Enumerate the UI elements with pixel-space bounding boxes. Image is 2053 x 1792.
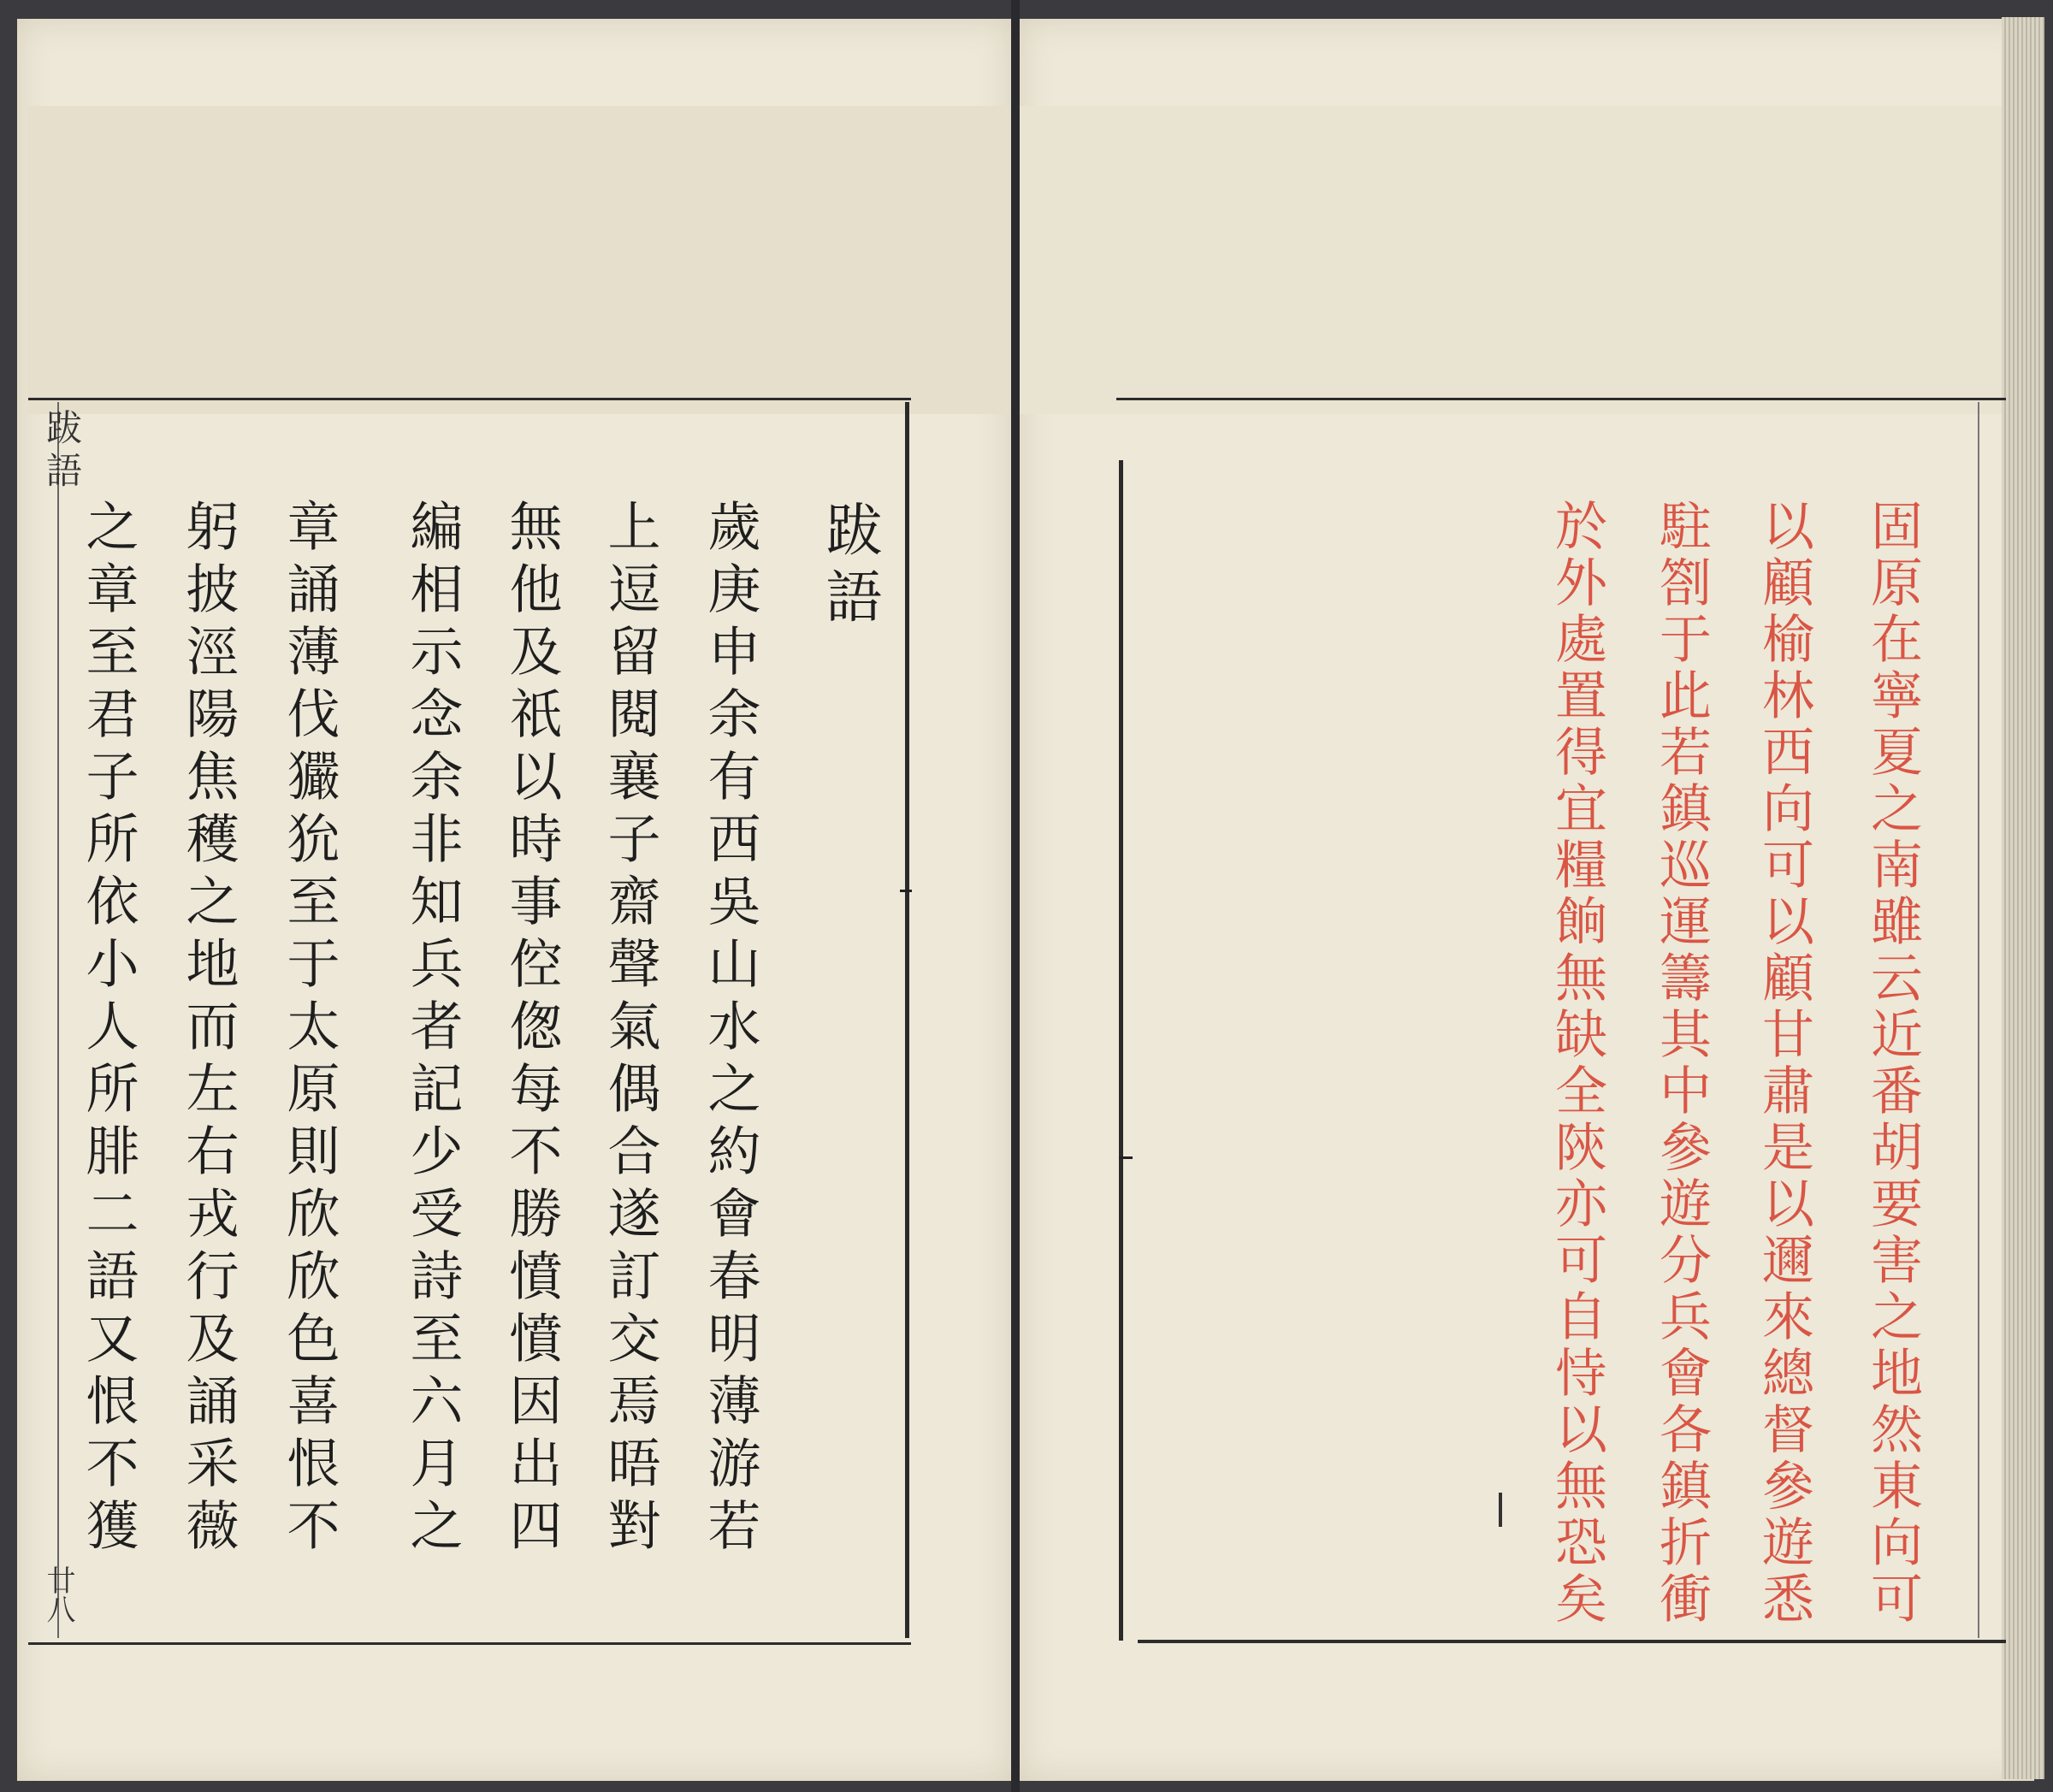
red-text-column: 駐劄于此若鎮巡運籌其中參遊分兵會各鎮折衝 bbox=[1651, 499, 1712, 1628]
text-column: 無他及祇以時事倥偬每不勝憤憤因出四 bbox=[500, 499, 563, 1560]
left-text-frame bbox=[28, 398, 911, 1645]
page-edges bbox=[2002, 17, 2044, 1779]
text-column: 歲庚申余有西吳山水之約會春明薄游若 bbox=[699, 499, 761, 1560]
right-fishtail-mark bbox=[1119, 1156, 1133, 1159]
right-page-upper-area bbox=[1020, 106, 2020, 414]
right-frame-top-border bbox=[1116, 398, 2006, 400]
text-column: 編相示念余非知兵者記少受詩至六月之 bbox=[401, 499, 464, 1560]
left-margin-line bbox=[57, 402, 59, 1638]
text-column: 上逗留閱襄子齋聲氣偶合遂訂交焉晤對 bbox=[599, 499, 661, 1560]
right-frame-left-border bbox=[1119, 460, 1123, 1641]
left-page-upper-area bbox=[27, 106, 1009, 414]
left-fishtail-mark bbox=[900, 890, 912, 892]
right-margin-line bbox=[1978, 402, 1979, 1638]
red-text-column: 以顧榆林西向可以顧甘肅是以邇來總督參遊悉 bbox=[1754, 499, 1814, 1628]
text-column: 之章至君子所依小人所腓二語又恨不獲 bbox=[77, 499, 139, 1560]
left-frame-right-border bbox=[905, 402, 909, 1638]
red-text-column: 固原在寧夏之南雖云近番胡要害之地然東向可 bbox=[1862, 499, 1923, 1628]
red-text-column: 於外處置得宜糧餉無缺全陝亦可自恃以無恐矣 bbox=[1547, 499, 1607, 1628]
folio-number: 廿八 bbox=[41, 1565, 75, 1623]
text-column: 章誦薄伐玁狁至于太原則欣欣色喜恨不 bbox=[278, 499, 340, 1560]
book-gutter bbox=[1011, 0, 1020, 1792]
ink-tick-mark bbox=[1499, 1493, 1502, 1527]
margin-title: 跋語 bbox=[41, 409, 83, 494]
text-column: 躬披涇陽焦穫之地而左右戎行及誦采薇 bbox=[177, 499, 240, 1560]
right-frame-bottom-border bbox=[1138, 1640, 2006, 1643]
colophon-title: 跋語 bbox=[816, 500, 882, 634]
